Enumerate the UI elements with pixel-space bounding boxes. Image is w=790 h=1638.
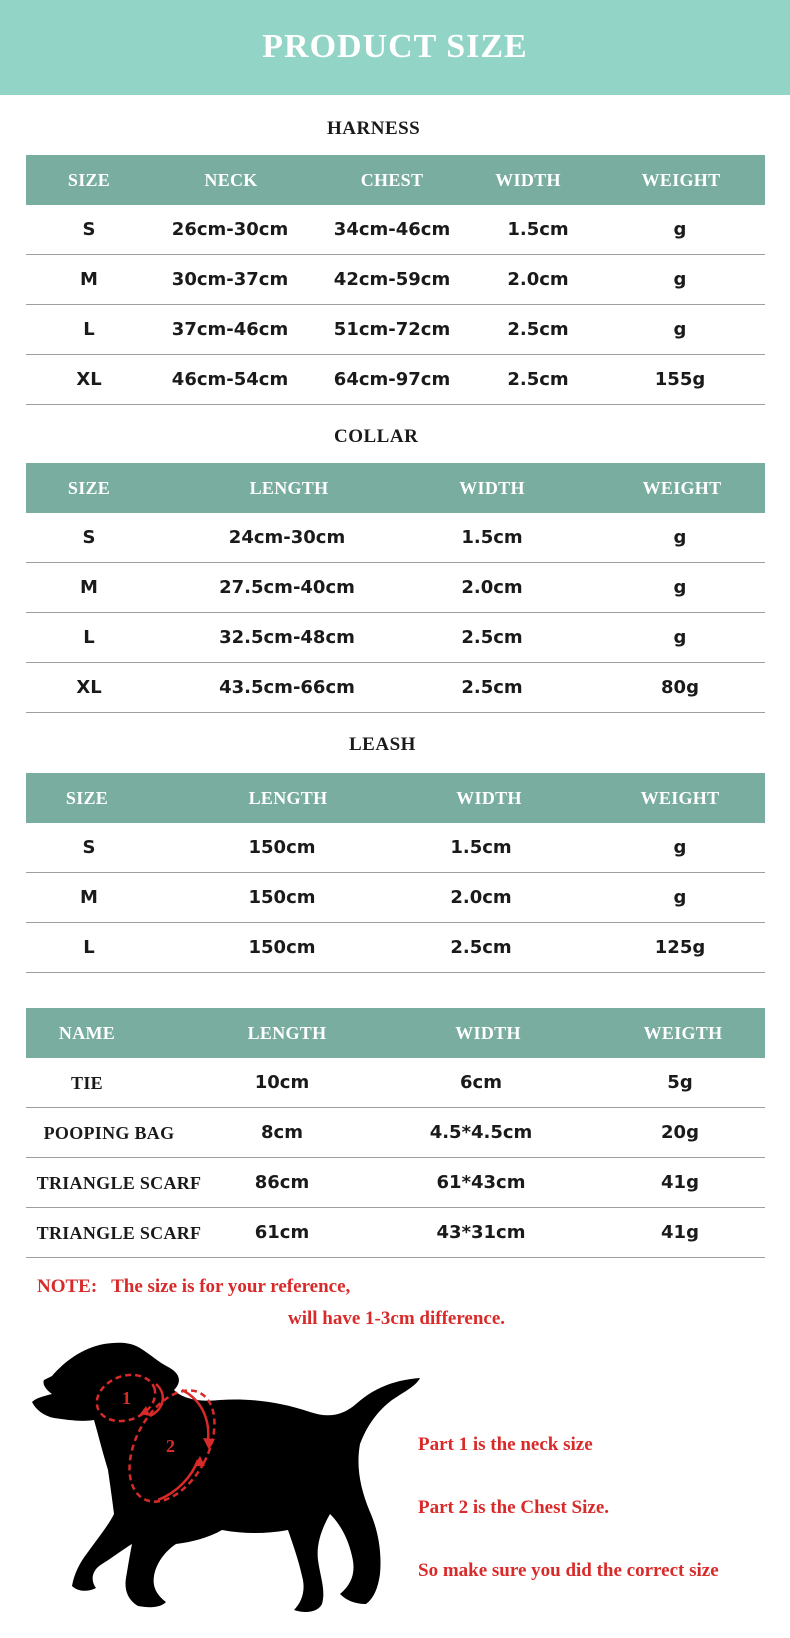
cell-weight: 41g	[661, 1222, 699, 1243]
dog-measurement-diagram	[22, 1338, 432, 1620]
cell-weight: g	[673, 577, 687, 598]
table-row	[26, 1208, 765, 1258]
col-header-name: NAME	[58, 1023, 116, 1043]
cell-length: 24cm-30cm	[228, 527, 346, 548]
cell-size: S	[82, 837, 96, 858]
neck-marker-label: 1	[122, 1388, 131, 1408]
col-header-chest: CHEST	[360, 170, 424, 190]
cell-size: M	[80, 269, 98, 290]
cell-name: TRIANGLE SCARF	[36, 1223, 202, 1243]
cell-length: 10cm	[254, 1072, 310, 1093]
col-header-weigth: WEIGTH	[643, 1023, 723, 1043]
col-header-weight: WEIGHT	[641, 170, 721, 190]
cell-size: S	[82, 219, 96, 240]
col-header-length: LENGTH	[249, 478, 329, 498]
cell-chest: 51cm-72cm	[333, 319, 451, 340]
harness-title: HARNESS	[327, 118, 421, 139]
table-row	[26, 355, 765, 405]
collar-table-header	[26, 463, 765, 513]
cell-size: L	[83, 627, 95, 648]
harness-table-header	[26, 155, 765, 205]
col-header-size: SIZE	[65, 788, 109, 808]
col-header-size: SIZE	[67, 478, 111, 498]
cell-width: 2.0cm	[461, 577, 523, 598]
cell-weight: g	[673, 319, 687, 340]
col-header-size: SIZE	[67, 170, 111, 190]
cell-length: 27.5cm-40cm	[219, 577, 355, 598]
cell-chest: 34cm-46cm	[333, 219, 451, 240]
cell-weight: 125g	[654, 937, 706, 958]
cell-weight: 5g	[667, 1072, 693, 1093]
cell-neck: 26cm-30cm	[171, 219, 289, 240]
cell-size: M	[80, 577, 98, 598]
cell-width: 1.5cm	[461, 527, 523, 548]
cell-length: 61cm	[254, 1222, 310, 1243]
table-row	[26, 823, 765, 873]
cell-size: S	[82, 527, 96, 548]
cell-width: 1.5cm	[507, 219, 569, 240]
col-header-weight: WEIGHT	[640, 788, 720, 808]
col-header-weight: WEIGHT	[642, 478, 722, 498]
cell-weight: g	[673, 627, 687, 648]
table-row	[26, 305, 765, 355]
cell-width: 2.5cm	[461, 627, 523, 648]
cell-chest: 42cm-59cm	[333, 269, 451, 290]
note-line-1: NOTE: The size is for your reference,	[37, 1276, 351, 1297]
cell-name: TRIANGLE SCARF	[36, 1173, 202, 1193]
cell-weight: 155g	[654, 369, 706, 390]
cell-neck: 37cm-46cm	[171, 319, 289, 340]
header-banner	[0, 0, 790, 95]
col-header-width: WIDTH	[459, 478, 525, 498]
accessories-table-header	[26, 1008, 765, 1058]
cell-width: 43*31cm	[436, 1222, 526, 1243]
dog-silhouette	[32, 1343, 420, 1612]
cell-width: 1.5cm	[450, 837, 512, 858]
col-header-length: LENGTH	[248, 788, 328, 808]
table-row	[26, 1108, 765, 1158]
cell-weight: 80g	[661, 677, 699, 698]
cell-neck: 46cm-54cm	[171, 369, 289, 390]
col-header-width: WIDTH	[455, 1023, 521, 1043]
table-row	[26, 873, 765, 923]
cell-width: 2.5cm	[461, 677, 523, 698]
chest-size-caption: Part 2 is the Chest Size.	[418, 1497, 610, 1518]
cell-length: 150cm	[248, 887, 316, 908]
cell-width: 61*43cm	[436, 1172, 526, 1193]
collar-title: COLLAR	[334, 426, 419, 447]
cell-length: 43.5cm-66cm	[219, 677, 355, 698]
note-line-2: will have 1-3cm difference.	[288, 1308, 506, 1329]
cell-weight: g	[673, 219, 687, 240]
leash-table-header	[26, 773, 765, 823]
cell-size: XL	[76, 369, 102, 390]
cell-width: 2.0cm	[450, 887, 512, 908]
cell-weight: g	[673, 269, 687, 290]
table-row	[26, 663, 765, 713]
cell-length: 150cm	[248, 937, 316, 958]
page-title: PRODUCT SIZE	[262, 28, 528, 65]
size-advice-caption: So make sure you did the correct size	[418, 1560, 719, 1581]
table-row	[26, 1058, 765, 1108]
cell-width: 2.5cm	[507, 319, 569, 340]
cell-size: L	[83, 937, 95, 958]
table-row	[26, 513, 765, 563]
leash-title: LEASH	[349, 734, 416, 755]
cell-size: L	[83, 319, 95, 340]
chest-marker-label: 2	[166, 1436, 175, 1456]
cell-weight: g	[673, 887, 687, 908]
cell-width: 2.0cm	[507, 269, 569, 290]
table-row	[26, 563, 765, 613]
cell-name: POOPING BAG	[43, 1123, 175, 1143]
cell-width: 6cm	[460, 1072, 502, 1093]
cell-length: 8cm	[261, 1122, 303, 1143]
table-row	[26, 1158, 765, 1208]
table-row	[26, 613, 765, 663]
cell-size: M	[80, 887, 98, 908]
cell-chest: 64cm-97cm	[333, 369, 451, 390]
col-header-neck: NECK	[204, 170, 258, 190]
cell-length: 32.5cm-48cm	[219, 627, 355, 648]
table-row	[26, 923, 765, 973]
cell-width: 2.5cm	[507, 369, 569, 390]
cell-width: 4.5*4.5cm	[429, 1122, 533, 1143]
cell-length: 150cm	[248, 837, 316, 858]
cell-neck: 30cm-37cm	[171, 269, 289, 290]
neck-size-caption: Part 1 is the neck size	[418, 1434, 593, 1455]
cell-width: 2.5cm	[450, 937, 512, 958]
table-row	[26, 205, 765, 255]
cell-size: XL	[76, 677, 102, 698]
cell-weight: 20g	[661, 1122, 699, 1143]
col-header-width: WIDTH	[495, 170, 561, 190]
cell-length: 86cm	[254, 1172, 310, 1193]
col-header-width: WIDTH	[456, 788, 522, 808]
cell-name: TIE	[71, 1073, 103, 1093]
table-row	[26, 255, 765, 305]
col-header-length: LENGTH	[247, 1023, 327, 1043]
cell-weight: g	[673, 527, 687, 548]
cell-weight: g	[673, 837, 687, 858]
cell-weight: 41g	[661, 1172, 699, 1193]
